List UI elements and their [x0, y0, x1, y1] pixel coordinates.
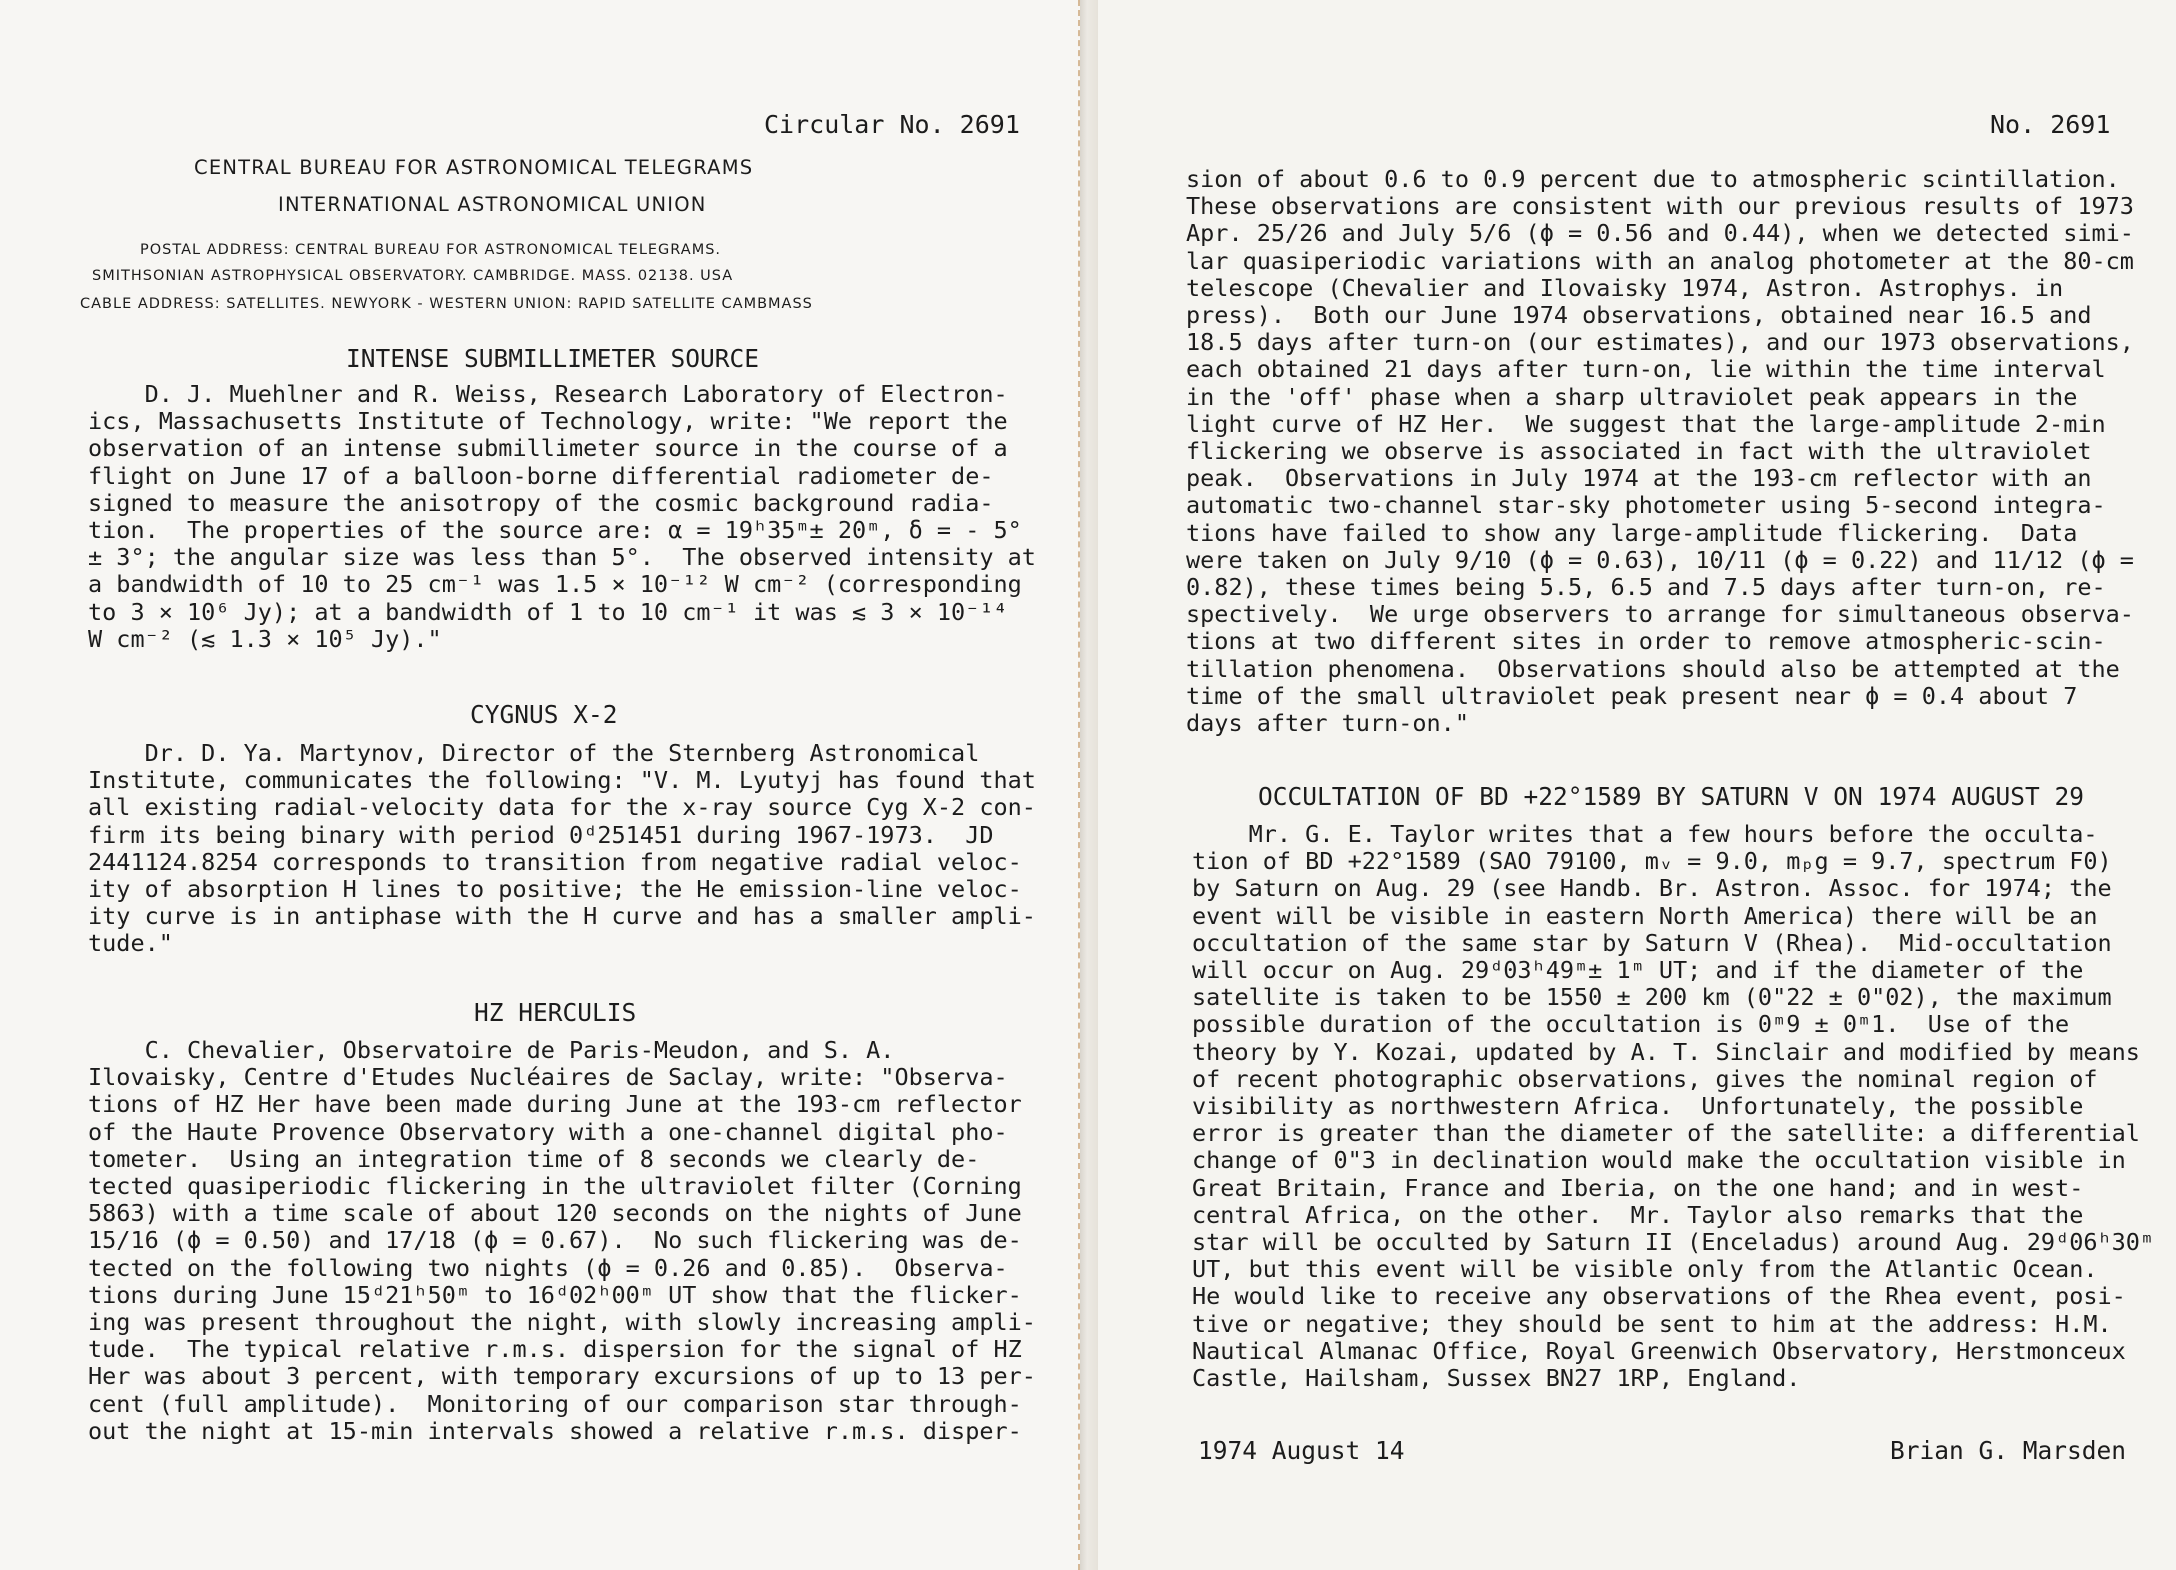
text-line: Ilovaisky, Centre d'Etudes Nucléaires de Saclay, write: "Observa- — [88, 1063, 1008, 1092]
text-line: tude." — [88, 929, 173, 958]
cable-address: CABLE ADDRESS: SATELLITES. NEWYORK - WESTERN UNION: RAPID SATELLITE CAMBMASS — [80, 296, 813, 312]
section-body-occultation — [1192, 821, 2154, 1392]
section-body-submillimeter — [88, 381, 1036, 653]
text-line: tude. The typical relative r.m.s. dispersion for the signal of HZ — [88, 1335, 1022, 1364]
text-line: D. J. Muehlner and R. Weiss, Research Laboratory of Electron- — [88, 380, 1008, 408]
text-line: tions during June 15ᵈ21ʰ50ᵐ to 16ᵈ02ʰ00ᵐ UT show that the flicker- — [88, 1280, 1022, 1309]
text-line: tected on the following two nights (ϕ = 0.26 and 0.85). Observa- — [88, 1253, 1008, 1282]
text-line: ing was present throughout the night, with slowly increasing ampli- — [88, 1308, 1036, 1337]
text-line: tillation phenomena. Observations should also be attempted at the — [1186, 654, 2120, 683]
page-gutter — [1080, 0, 1098, 1570]
text-line: flickering we observe is associated in fact with the ultraviolet — [1186, 437, 2092, 466]
text-line: Institute, communicates the following: "V. M. Lyutyj has found that — [88, 766, 1036, 795]
text-line: tions of HZ Her have been made during June at the 193-cm reflector — [88, 1090, 1022, 1119]
text-line: were taken on July 9/10 (ϕ = 0.63), 10/11 (ϕ = 0.22) and 11/12 (ϕ = — [1186, 545, 2134, 574]
text-line: flight on June 17 of a balloon-borne differential radiometer de- — [88, 461, 994, 490]
text-line: W cm⁻² (≲ 1.3 × 10⁵ Jy)." — [88, 624, 442, 653]
text-line: observation of an intense submillimeter source in the course of a — [88, 434, 1008, 463]
text-line: ity of absorption H lines to positive; the He emission-line veloc- — [88, 875, 1022, 904]
text-line: light curve of HZ Her. We suggest that the large-amplitude 2-min — [1186, 409, 2106, 438]
text-line: tion of BD +22°1589 (SAO 79100, mᵥ = 9.0, mₚg = 9.7, spectrum F0) — [1192, 847, 2112, 876]
circular-number: Circular No. 2691 — [764, 110, 1020, 139]
text-line: each obtained 21 days after turn-on, lie within the time interval — [1186, 355, 2106, 384]
text-line: ± 3°; the angular size was less than 5°. The observed intensity at — [88, 543, 1036, 572]
text-line: signed to measure the anisotropy of the cosmic background radia- — [88, 488, 994, 517]
text-line: tected quasiperiodic flickering in the ultraviolet filter (Corning — [88, 1172, 1022, 1201]
text-line: peak. Observations in July 1974 at the 193-cm reflector with an — [1186, 464, 2092, 493]
text-line: of recent photographic observations, gives the nominal region of — [1192, 1064, 2098, 1093]
section-title-cygnus: CYGNUS X-2 — [470, 700, 618, 729]
text-line: 0.82), these times being 5.5, 6.5 and 7.5 days after turn-on, re- — [1186, 573, 2106, 602]
text-line: He would like to receive any observations of the Rhea event, posi- — [1192, 1282, 2126, 1311]
text-line: Castle, Hailsham, Sussex BN27 1RP, England. — [1192, 1364, 1801, 1393]
text-line: Nautical Almanac Office, Royal Greenwich Observatory, Herstmonceux — [1192, 1336, 2126, 1365]
text-line: telescope (Chevalier and Ilovaisky 1974, Astron. Astrophys. in — [1186, 273, 2064, 302]
left-page — [0, 0, 1080, 1570]
fold-line — [1078, 0, 1080, 1570]
text-line: change of 0"3 in declination would make the occultation visible in — [1192, 1146, 2126, 1175]
text-line: lar quasiperiodic variations with an analog photometer at the 80-cm — [1186, 246, 2134, 275]
text-line: star will be occulted by Saturn II (Enceladus) around Aug. 29ᵈ06ʰ30ᵐ — [1192, 1228, 2155, 1257]
text-line: Dr. D. Ya. Martynov, Director of the Sternberg Astronomical — [88, 739, 980, 767]
text-line: automatic two-channel star-sky photometer using 5-second integra- — [1186, 491, 2106, 520]
text-line: to 3 × 10⁶ Jy); at a bandwidth of 1 to 10 cm⁻¹ it was ≲ 3 × 10⁻¹⁴ — [88, 597, 1008, 626]
text-line: possible duration of the occultation is 0ᵐ9 ± 0ᵐ1. Use of the — [1192, 1010, 2070, 1039]
text-line: days after turn-on." — [1186, 709, 1469, 738]
text-line: tion. The properties of the source are: α = 19ʰ35ᵐ± 20ᵐ, δ = - 5° — [88, 516, 1022, 545]
text-line: visibility as northwestern Africa. Unfortunately, the possible — [1192, 1092, 2084, 1121]
text-line: tometer. Using an integration time of 8 seconds we clearly de- — [88, 1144, 980, 1173]
text-line: central Africa, on the other. Mr. Taylor also remarks that the — [1192, 1200, 2084, 1229]
text-line: event will be visible in eastern North America) there will be an — [1192, 901, 2098, 930]
section-title-occultation: OCCULTATION OF BD +22°1589 BY SATURN V ON 1974 AUGUST 29 — [1258, 782, 2085, 811]
text-line: press). Both our June 1974 observations, obtained near 16.5 and — [1186, 301, 2092, 330]
text-line: Mr. G. E. Taylor writes that a few hours before the occulta- — [1192, 820, 2098, 848]
text-line: a bandwidth of 10 to 25 cm⁻¹ was 1.5 × 10⁻¹² W cm⁻² (corresponding — [88, 570, 1022, 599]
text-line: C. Chevalier, Observatoire de Paris-Meudon, and S. A. — [88, 1036, 895, 1064]
text-line: 15/16 (ϕ = 0.50) and 17/18 (ϕ = 0.67). No such flickering was de- — [88, 1226, 1022, 1255]
text-line: UT, but this event will be visible only from the Atlantic Ocean. — [1192, 1255, 2098, 1284]
text-line: out the night at 15-min intervals showed a relative r.m.s. disper- — [88, 1416, 1022, 1445]
text-line: satellite is taken to be 1550 ± 200 km (0"22 ± 0"02), the maximum — [1192, 983, 2112, 1012]
text-line: Her was about 3 percent, with temporary excursions of up to 13 per- — [88, 1362, 1036, 1391]
text-line: of the Haute Provence Observatory with a one-channel digital pho- — [88, 1117, 1008, 1146]
text-line: theory by Y. Kozai, updated by A. T. Sinclair and modified by means — [1192, 1037, 2140, 1066]
org-title: CENTRAL BUREAU FOR ASTRONOMICAL TELEGRAMS — [194, 156, 754, 179]
section-body-cygnus — [88, 740, 1036, 958]
org-subtitle: INTERNATIONAL ASTRONOMICAL UNION — [278, 193, 707, 216]
text-line: error is greater than the diameter of the satellite: a differential — [1192, 1119, 2140, 1148]
page-number: No. 2691 — [1990, 110, 2111, 139]
text-line: Apr. 25/26 and July 5/6 (ϕ = 0.56 and 0.44), when we detected simi- — [1186, 219, 2134, 248]
section-body-hz-herculis — [88, 1037, 1036, 1445]
text-line: 2441124.8254 corresponds to transition from negative radial veloc- — [88, 847, 1022, 876]
footer-date: 1974 August 14 — [1198, 1436, 1405, 1465]
text-line: tions at two different sites in order to remove atmospheric-scin- — [1186, 627, 2106, 656]
text-line: time of the small ultraviolet peak present near ϕ = 0.4 about 7 — [1186, 681, 2078, 710]
text-line: in the 'off' phase when a sharp ultraviolet peak appears in the — [1186, 382, 2078, 411]
section-body-hz-herculis-continued — [1186, 166, 2134, 737]
text-line: firm its being binary with period 0ᵈ251451 during 1967-1973. JD — [88, 820, 994, 849]
text-line: will occur on Aug. 29ᵈ03ʰ49ᵐ± 1ᵐ UT; and if the diameter of the — [1192, 956, 2084, 985]
postal-address-line1: POSTAL ADDRESS: CENTRAL BUREAU FOR ASTRONOMICAL TELEGRAMS. — [140, 242, 722, 258]
text-line: tive or negative; they should be sent to him at the address: H.M. — [1192, 1309, 2112, 1338]
text-line: These observations are consistent with our previous results of 1973 — [1186, 192, 2134, 221]
text-line: by Saturn on Aug. 29 (see Handb. Br. Astron. Assoc. for 1974; the — [1192, 874, 2112, 903]
text-line: all existing radial-velocity data for the x-ray source Cyg X-2 con- — [88, 793, 1036, 822]
section-title-submillimeter: INTENSE SUBMILLIMETER SOURCE — [346, 344, 760, 373]
section-title-hz-herculis: HZ HERCULIS — [474, 998, 637, 1027]
text-line: ics, Massachusetts Institute of Technology, write: "We report the — [88, 407, 1008, 436]
text-line: spectively. We urge observers to arrange for simultaneous observa- — [1186, 600, 2134, 629]
postal-address-line2: SMITHSONIAN ASTROPHYSICAL OBSERVATORY. CAMBRIDGE. MASS. 02138. USA — [92, 268, 734, 284]
text-line: occultation of the same star by Saturn V (Rhea). Mid-occultation — [1192, 928, 2112, 957]
footer-author: Brian G. Marsden — [1890, 1436, 2127, 1465]
text-line: cent (full amplitude). Monitoring of our comparison star through- — [88, 1389, 1022, 1418]
text-line: sion of about 0.6 to 0.9 percent due to atmospheric scintillation. — [1186, 165, 2120, 193]
text-line: 18.5 days after turn-on (our estimates), and our 1973 observations, — [1186, 328, 2134, 357]
text-line: 5863) with a time scale of about 120 seconds on the nights of June — [88, 1199, 1022, 1228]
text-line: tions have failed to show any large-amplitude flickering. Data — [1186, 518, 2078, 547]
text-line: ity curve is in antiphase with the H curve and has a smaller ampli- — [88, 902, 1036, 931]
text-line: Great Britain, France and Iberia, on the one hand; and in west- — [1192, 1173, 2084, 1202]
right-page — [1098, 0, 2176, 1570]
